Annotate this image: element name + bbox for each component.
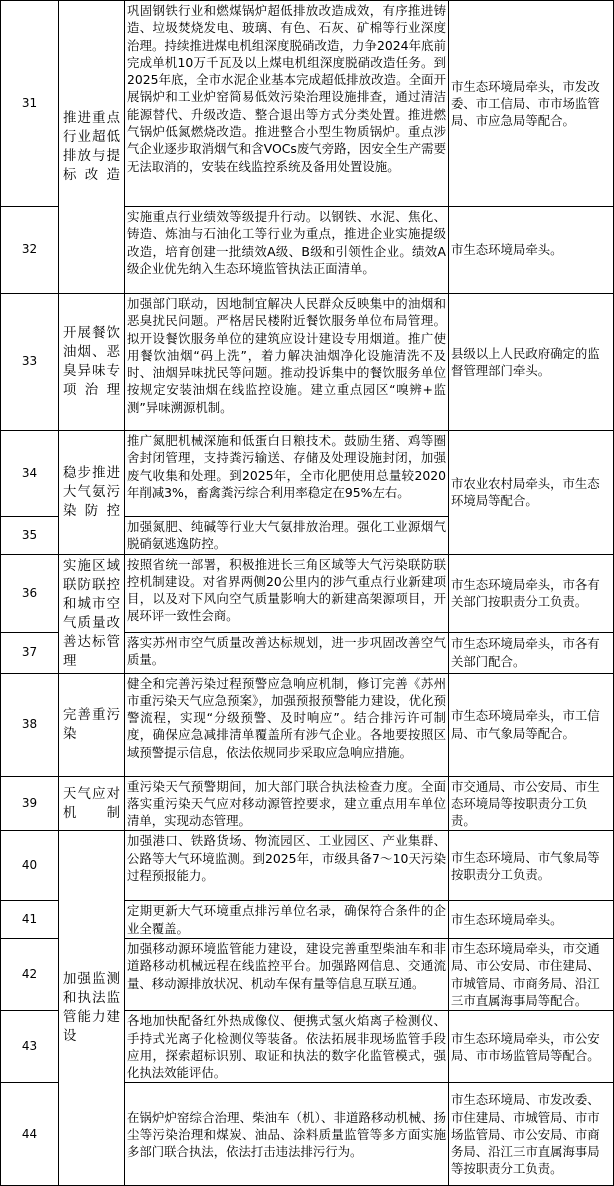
responsibility-cell: 市生态环境局牵头，市发改委、市工信局、市市场监管局、市应急局等配合。 <box>449 1 614 207</box>
responsibility-cell: 市生态环境局牵头，市工信局、市气象局等配合。 <box>449 673 614 776</box>
responsibility-cell: 市生态环境局、市发改委、市住建局、市城管局、市市场监管局、市公安局、市商务局、沿江三市直属海事局等按职责分工负责。 <box>449 1083 614 1186</box>
responsibility-cell: 市生态环境局牵头。 <box>449 901 614 939</box>
row-number: 38 <box>1 673 59 776</box>
row-number: 33 <box>1 294 59 431</box>
responsibility-cell: 市农业农村局牵头，市生态环境局等配合。 <box>449 431 614 555</box>
task-cell: 定期更新大气环境重点排污单位名录，确保符合条件的企业全覆盖。 <box>125 901 449 939</box>
task-cell: 推广氮肥机械深施和低蛋白日粮技术。鼓励生猪、鸡等圈舍封闭管理，支持粪污输送、存储及处理设施封闭，加强废气收集和处理。到2025年，全市化肥使用总量较2020年削减3%，畜禽粪污综合利用率稳定在95%左右。 <box>125 431 449 517</box>
row-number: 39 <box>1 776 59 831</box>
category-cell: 稳步推进大气氨污染防控 <box>59 431 125 555</box>
responsibility-cell: 市交通局、市公安局、市生态环境局等按职责分工负责。 <box>449 776 614 831</box>
row-number: 35 <box>1 517 59 555</box>
task-cell: 各地加快配备红外热成像仪、便携式氢火焰离子检测仪、手持式光离子化检测仪等装备。依法拓展非现场监管手段应用，探索超标识别、取证和执法的数字化监管模式，强化执法效能评估。 <box>125 1011 449 1083</box>
task-cell: 加强港口、铁路货场、物流园区、工业园区、产业集群、公路等大气环境监测。到2025年，市级具备7～10天污染过程预报能力。 <box>125 831 449 901</box>
row-number: 36 <box>1 554 59 632</box>
table-row <box>1 294 614 431</box>
task-cell: 按照省统一部署，积极推进长三角区域等大气污染联防联控机制建设。对省界两侧20公里内的涉气重点行业新建项目，以及对下风向空气质量影响大的新建高架源项目，开展环评一致性会商。 <box>125 554 449 632</box>
task-cell: 落实苏州市空气质量改善达标规划，进一步巩固改善空气质量。 <box>125 632 449 673</box>
row-number: 44 <box>1 1083 59 1186</box>
row-number: 43 <box>1 1011 59 1083</box>
responsibility-cell: 市生态环境局牵头，市各有关部门配合。 <box>449 632 614 673</box>
task-cell: 重污染天气预警期间，加大部门联合执法检查力度。全面落实重污染天气应对移动源管控要求，建立重点用车单位清单，实现动态管理。 <box>125 776 449 831</box>
category-cell: 开展餐饮油烟、恶臭异味专项治理 <box>59 294 125 431</box>
row-number: 42 <box>1 939 59 1011</box>
table-row <box>1 1 614 207</box>
task-cell: 加强移动源环境监管能力建设，建设完善重型柴油车和非道路移动机械远程在线监控平台。加强路网信息、交通流量、移动源排放状况、机动车保有量等信息互联互通。 <box>125 939 449 1011</box>
task-cell: 加强氮肥、纯碱等行业大气氨排放治理。强化工业源烟气脱硝氨逃逸防控。 <box>125 517 449 555</box>
table-row <box>1 673 614 776</box>
responsibility-cell: 市生态环境局牵头，市各有关部门按职责分工负责。 <box>449 554 614 632</box>
row-number: 34 <box>1 431 59 517</box>
row-number: 31 <box>1 1 59 207</box>
task-cell: 实施重点行业绩效等级提升行动。以钢铁、水泥、焦化、铸造、炼油与石油化工等行业为重点，推进企业实施提级改造，培育创建一批绩效A级、B级和引领性企业。绩效A级企业优先纳入生态环境监管执法正面清单。 <box>125 207 449 294</box>
task-cell: 健全和完善污染过程预警应急响应机制，修订完善《苏州市重污染天气应急预案》，加强预报预警能力建设，优化预警流程，实现“分级预警、及时响应”。结合排污许可制度，确保应急减排清单覆盖所有涉气企业。各地要按照区域预警提示信息，依法依规同步采取应急响应措施。 <box>125 673 449 776</box>
row-number: 40 <box>1 831 59 901</box>
task-cell: 巩固钢铁行业和燃煤锅炉超低排放改造成效，有序推进铸造、垃圾焚烧发电、玻璃、有色、石灰、矿棉等行业深度治理。持续推进煤电机组深度脱硝改造，力争2024年底前完成单机10万千瓦及以上煤电机组深度脱硝改造任务。到2025年底，全市水泥企业基本完成超低排放改造。全面开展锅炉和工业炉窑简易低效污染治理设施排查，通过清洁能源替代、升级改造、整合退出等方式分类处置。推进燃气锅炉低氮燃烧改造。推进整合小型生物质锅炉。重点涉气企业逐步取消烟气和含VOCs废气旁路，因安全生产需要无法取消的，安装在线监控系统及备用处置设施。 <box>125 1 449 207</box>
responsibility-cell: 市生态环境局牵头，市交通局、市公安局、市住建局、市城管局、市商务局、沿江三市直属海事局等配合。 <box>449 939 614 1011</box>
responsibility-cell: 市生态环境局牵头，市公安局、市市场监管局等配合。 <box>449 1011 614 1083</box>
category-cell: 天气应对机制 <box>59 776 125 831</box>
responsibility-cell: 市生态环境局、市气象局等按职责分工负责。 <box>449 831 614 901</box>
row-number: 41 <box>1 901 59 939</box>
table-row <box>1 554 614 632</box>
category-cell: 完善重污染 <box>59 673 125 776</box>
table-row <box>1 831 614 901</box>
category-cell: 加强监测和执法监管能力建设 <box>59 831 125 1186</box>
table-row <box>1 431 614 517</box>
row-number: 37 <box>1 632 59 673</box>
category-cell: 推进重点行业超低排放与提标改造 <box>59 1 125 294</box>
responsibility-cell: 市生态环境局牵头。 <box>449 207 614 294</box>
row-number: 32 <box>1 207 59 294</box>
task-cell: 加强部门联动，因地制宜解决人民群众反映集中的油烟和恶臭扰民问题。严格居民楼附近餐饮服务单位布局管理。拟开设餐饮服务单位的建筑应设计建设专用烟道。推广使用餐饮油烟“码上洗”，着力解决油烟净化设施清洗不及时、油烟异味扰民等问题。推动投诉集中的餐饮服务单位按规定安装油烟在线监控设施。建立重点园区“嗅辨+监测”异味溯源机制。 <box>125 294 449 431</box>
category-cell: 实施区域联防联控和城市空气质量改善达标管理 <box>59 554 125 673</box>
table-row <box>1 776 614 831</box>
responsibility-cell: 县级以上人民政府确定的监督管理部门牵头。 <box>449 294 614 431</box>
task-cell: 在锅炉炉窑综合治理、柴油车（机）、非道路移动机械、扬尘等污染治理和煤炭、油品、涂料质量监管等多方面实施多部门联合执法，依法打击违法排污行为。 <box>125 1083 449 1186</box>
